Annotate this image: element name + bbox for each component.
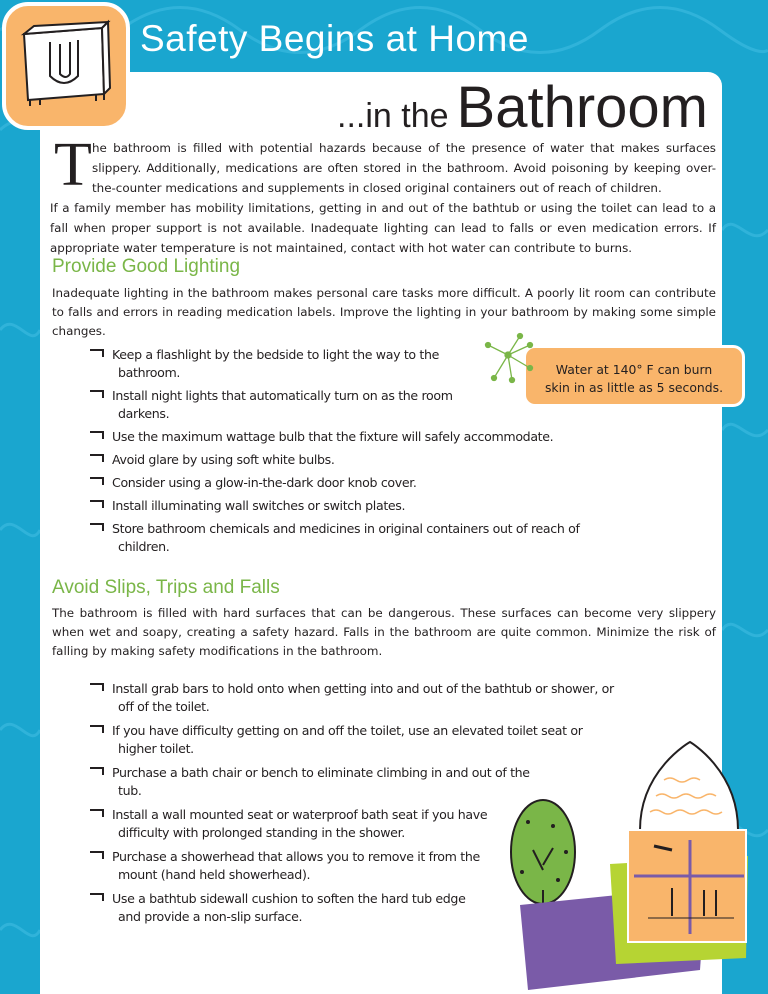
page-title: Safety Begins at Home — [140, 18, 529, 59]
bullet-text-continued: mount (hand held showerhead). — [118, 867, 311, 882]
intro-paragraph-bottom: If a family member has mobility limitations, getting in and out of the bathtub or using the toilet can lead to a fall when proper support is not available. Inadequate lighting can lead to falls or even medication errors. If appropriate water temperature is not maintained, contact with hot water can contribute to burns. — [50, 201, 716, 255]
slips-list — [90, 680, 614, 932]
lighting-heading: Provide Good Lighting — [52, 256, 241, 277]
bullet-icon — [90, 725, 104, 733]
bullet-text-continued: darkens. — [118, 406, 170, 421]
bullet-item — [90, 497, 580, 515]
slips-heading: Avoid Slips, Trips and Falls — [52, 577, 280, 598]
bullet-icon — [90, 431, 104, 439]
bullet-icon — [90, 477, 104, 485]
page-subtitle — [337, 74, 708, 141]
bullet-icon — [90, 349, 104, 357]
bullet-item — [90, 722, 614, 758]
bullet-icon — [90, 500, 104, 508]
callout-line-2: skin in as little as 5 seconds. — [544, 380, 724, 395]
bullet-text-continued: difficulty with prolonged standing in the shower. — [118, 825, 405, 840]
bullet-text: Purchase a bath chair or bench to eliminate climbing in and out of the — [112, 765, 530, 780]
bullet-text: Install night lights that automatically turn on as the room — [112, 388, 453, 403]
bathtub-icon — [6, 6, 126, 126]
bullet-item — [90, 520, 580, 556]
subtitle-prefix: ...in the — [337, 97, 449, 135]
bullet-icon — [90, 851, 104, 859]
bullet-item — [90, 806, 614, 842]
bullet-icon — [90, 523, 104, 531]
subtitle-main: Bathroom — [456, 75, 708, 140]
intro-paragraph-top: he bathroom is filled with potential hazards because of the presence of water that makes surfaces slippery. Additionally, medications are often stored in the bathroom. Avoid poisoning by keeping over-the-counter medications and supplements in closed original containers out of reach of children. — [92, 141, 716, 195]
bullet-text: Install grab bars to hold onto when getting into and out of the bathtub or shower, or — [112, 681, 614, 696]
bullet-item — [90, 764, 614, 800]
bullet-text: Use the maximum wattage bulb that the fixture will safely accommodate. — [112, 429, 554, 444]
bullet-text: Consider using a glow-in-the-dark door knob cover. — [112, 475, 417, 490]
bullet-text-continued: and provide a non-slip surface. — [118, 909, 303, 924]
bullet-item — [90, 451, 580, 469]
bullet-text: If you have difficulty getting on and off the toilet, use an elevated toilet seat or — [112, 723, 583, 738]
bullet-icon — [90, 454, 104, 462]
bullet-text: Install illuminating wall switches or switch plates. — [112, 498, 406, 513]
lighting-paragraph: Inadequate lighting in the bathroom makes personal care tasks more difficult. A poorly lit room can contribute to falls and errors in reading medication labels. Improve the lighting in your bathroom by making some simple changes. — [52, 286, 716, 338]
bullet-text-continued: bathroom. — [118, 365, 181, 380]
bullet-text: Install a wall mounted seat or waterproof bath seat if you have — [112, 807, 488, 822]
bullet-item — [90, 346, 580, 382]
bullet-text: Store bathroom chemicals and medicines in original containers out of reach of — [112, 521, 580, 536]
water-temperature-callout — [523, 345, 745, 407]
bathtub-logo — [2, 2, 130, 130]
bullet-icon — [90, 683, 104, 691]
bullet-text-continued: children. — [118, 539, 170, 554]
callout-line-1: Water at 140° F can burn — [555, 362, 713, 377]
slips-paragraph: The bathroom is filled with hard surfaces that can be dangerous. These surfaces can become very slippery when wet and soapy, creating a safety hazard. Falls in the bathroom are quite common. Minimize the risk of falling by making safety modifications in the bathroom. — [52, 606, 716, 658]
bullet-item — [90, 474, 580, 492]
bullet-item — [90, 848, 614, 884]
bullet-item — [90, 428, 580, 446]
bullet-text: Purchase a showerhead that allows you to remove it from the — [112, 849, 480, 864]
bullet-text-continued: off of the toilet. — [118, 699, 210, 714]
bullet-text-continued: tub. — [118, 783, 142, 798]
lighting-list — [90, 346, 580, 561]
bullet-item — [90, 890, 614, 926]
bullet-icon — [90, 767, 104, 775]
bullet-text: Use a bathtub sidewall cushion to soften the hard tub edge — [112, 891, 466, 906]
bullet-item — [90, 387, 580, 423]
bullet-item — [90, 680, 614, 716]
bullet-icon — [90, 809, 104, 817]
drop-cap: T — [54, 131, 92, 199]
bullet-icon — [90, 390, 104, 398]
bullet-text: Avoid glare by using soft white bulbs. — [112, 452, 335, 467]
bullet-text: Keep a flashlight by the bedside to light the way to the — [112, 347, 440, 362]
bullet-text-continued: higher toilet. — [118, 741, 194, 756]
bullet-icon — [90, 893, 104, 901]
